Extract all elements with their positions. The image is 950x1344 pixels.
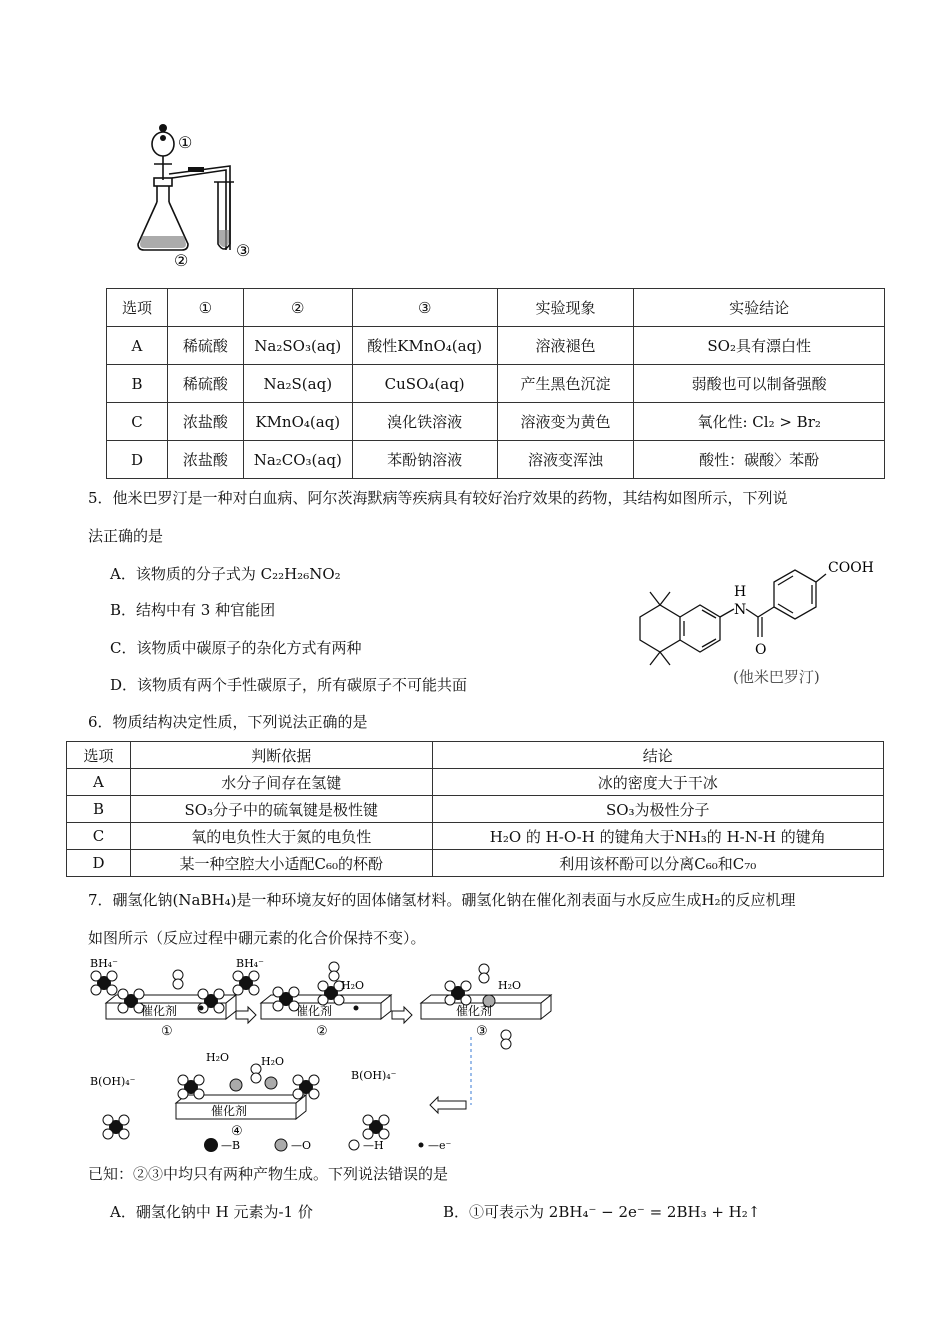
q5-stem-line2: 法正确的是	[88, 527, 164, 545]
option-cell: C	[107, 403, 168, 441]
q5-option-b: B．结构中有 3 种官能团	[110, 601, 276, 619]
phenomenon-cell: 溶液变浑浊	[497, 441, 634, 479]
reagent1-cell: 稀硫酸	[167, 327, 243, 365]
conclusion-cell: SO₂具有漂白性	[634, 327, 885, 365]
q7-option-a: A．硼氢化钠中 H 元素为-1 价	[110, 1203, 313, 1221]
option-cell: B	[67, 796, 131, 823]
table-row	[107, 365, 885, 403]
h2o-label-3: H₂O	[498, 979, 522, 992]
step-label-3: ③	[476, 1024, 488, 1039]
legend-e: —e⁻	[428, 1139, 452, 1152]
o-label: O	[755, 642, 767, 658]
reagent1-cell: 稀硫酸	[167, 365, 243, 403]
h2o-label-4a: H₂O	[206, 1051, 230, 1064]
option-cell: B	[107, 365, 168, 403]
conclusion-cell: 氧化性: Cl₂ > Br₂	[634, 403, 885, 441]
header-cell: ②	[243, 289, 352, 327]
basis-cell: 氧的电负性大于氮的电负性	[130, 823, 432, 850]
option-cell: D	[107, 441, 168, 479]
legend-h: —H	[363, 1139, 384, 1152]
basis-cell: 某一种空腔大小适配C₆₀的杯酚	[130, 850, 432, 877]
cooh-label: COOH	[828, 560, 874, 576]
conclusion-cell: SO₃为极性分子	[432, 796, 883, 823]
step-label-4: ④	[231, 1124, 243, 1139]
table-row	[67, 769, 884, 796]
boh4-label-right: B(OH)₄⁻	[351, 1069, 397, 1082]
catalyst-label-2: 催化剂	[296, 1004, 333, 1018]
catalyst-label-4: 催化剂	[211, 1104, 248, 1118]
option-cell: A	[107, 327, 168, 365]
phenomenon-cell: 溶液变为黄色	[497, 403, 634, 441]
conclusion-cell: H₂O 的 H-O-H 的键角大于NH₃的 H-N-H 的键角	[432, 823, 883, 850]
reagent2-cell: Na₂S(aq)	[243, 365, 352, 403]
bh4-label-left: BH₄⁻	[90, 957, 118, 970]
reagent1-cell: 浓盐酸	[167, 403, 243, 441]
q6-stem: 6．物质结构决定性质，下列说法正确的是	[88, 713, 368, 731]
structure-property-table	[66, 741, 884, 877]
mechanism-diagram	[86, 955, 556, 1155]
header-cell: 实验现象	[497, 289, 634, 327]
basis-cell: SO₃分子中的硫氧键是极性键	[130, 796, 432, 823]
apparatus-figure	[130, 122, 270, 272]
reagent2-cell: Na₂CO₃(aq)	[243, 441, 352, 479]
legend-o: —O	[291, 1139, 312, 1152]
conclusion-cell: 弱酸也可以制备强酸	[634, 365, 885, 403]
legend-b: —B	[221, 1139, 241, 1152]
h-label: H	[734, 584, 747, 600]
molecule-structure	[628, 552, 888, 692]
step-label-1: ①	[161, 1024, 173, 1039]
reagent3-cell: 苯酚钠溶液	[352, 441, 497, 479]
q7-known: 已知：②③中均只有两种产物生成。下列说法错误的是	[88, 1165, 449, 1183]
header-cell: 判断依据	[130, 742, 432, 769]
header-cell: 实验结论	[634, 289, 885, 327]
header-cell: 选项	[67, 742, 131, 769]
h2o-label-2: H₂O	[341, 979, 365, 992]
table-row	[67, 796, 884, 823]
table-row	[107, 441, 885, 479]
reagent3-cell: 酸性KMnO₄(aq)	[352, 327, 497, 365]
phenomenon-cell: 溶液褪色	[497, 327, 634, 365]
apparatus-label-1: ①	[178, 133, 193, 152]
conclusion-cell: 酸性：碳酸〉苯酚	[634, 441, 885, 479]
q7-stem-line2: 如图所示（反应过程中硼元素的化合价保持不变）。	[88, 929, 426, 947]
reagent2-cell: Na₂SO₃(aq)	[243, 327, 352, 365]
h2o-label-4b: H₂O	[261, 1055, 285, 1068]
apparatus-label-3: ③	[236, 241, 251, 260]
reagent2-cell: KMnO₄(aq)	[243, 403, 352, 441]
experiment-table	[106, 288, 885, 479]
reagent3-cell: 溴化铁溶液	[352, 403, 497, 441]
apparatus-label-2: ②	[174, 251, 189, 270]
phenomenon-cell: 产生黑色沉淀	[497, 365, 634, 403]
option-cell: C	[67, 823, 131, 850]
table-row	[67, 850, 884, 877]
q5-option-a: A．该物质的分子式为 C₂₂H₂₆NO₂	[110, 565, 341, 583]
table-header-row	[107, 289, 885, 327]
table-header-row	[67, 742, 884, 769]
catalyst-label-3: 催化剂	[456, 1004, 493, 1018]
catalyst-label-1: 催化剂	[141, 1004, 178, 1018]
table-row	[67, 823, 884, 850]
conclusion-cell: 利用该杯酚可以分离C₆₀和C₇₀	[432, 850, 883, 877]
step-label-2: ②	[316, 1024, 328, 1039]
table-row	[107, 327, 885, 365]
q5-stem-line1: 5．他米巴罗汀是一种对白血病、阿尔茨海默病等疾病具有较好治疗效果的药物，其结构如图所示，下列说	[88, 489, 788, 507]
option-cell: D	[67, 850, 131, 877]
header-cell: 结论	[432, 742, 883, 769]
q5-option-c: C．该物质中碳原子的杂化方式有两种	[110, 639, 362, 657]
conclusion-cell: 冰的密度大于干冰	[432, 769, 883, 796]
header-cell: ③	[352, 289, 497, 327]
q7-stem-line1: 7．硼氢化钠(NaBH₄)是一种环境友好的固体储氢材料。硼氢化钠在催化剂表面与水反应生成H₂的反应机理	[88, 891, 796, 909]
header-cell: ①	[167, 289, 243, 327]
boh4-label-left: B(OH)₄⁻	[90, 1075, 136, 1088]
reagent3-cell: CuSO₄(aq)	[352, 365, 497, 403]
table-row	[107, 403, 885, 441]
reagent1-cell: 浓盐酸	[167, 441, 243, 479]
basis-cell: 水分子间存在氢键	[130, 769, 432, 796]
bh4-label-right: BH₄⁻	[236, 957, 264, 970]
n-label: N	[734, 602, 747, 618]
option-cell: A	[67, 769, 131, 796]
structure-caption: (他米巴罗汀)	[733, 668, 820, 686]
q7-option-b: B．①可表示为 2BH₄⁻ − 2e⁻ = 2BH₃ + H₂↑	[443, 1203, 761, 1221]
q5-option-d: D．该物质有两个手性碳原子，所有碳原子不可能共面	[110, 676, 468, 694]
header-cell: 选项	[107, 289, 168, 327]
